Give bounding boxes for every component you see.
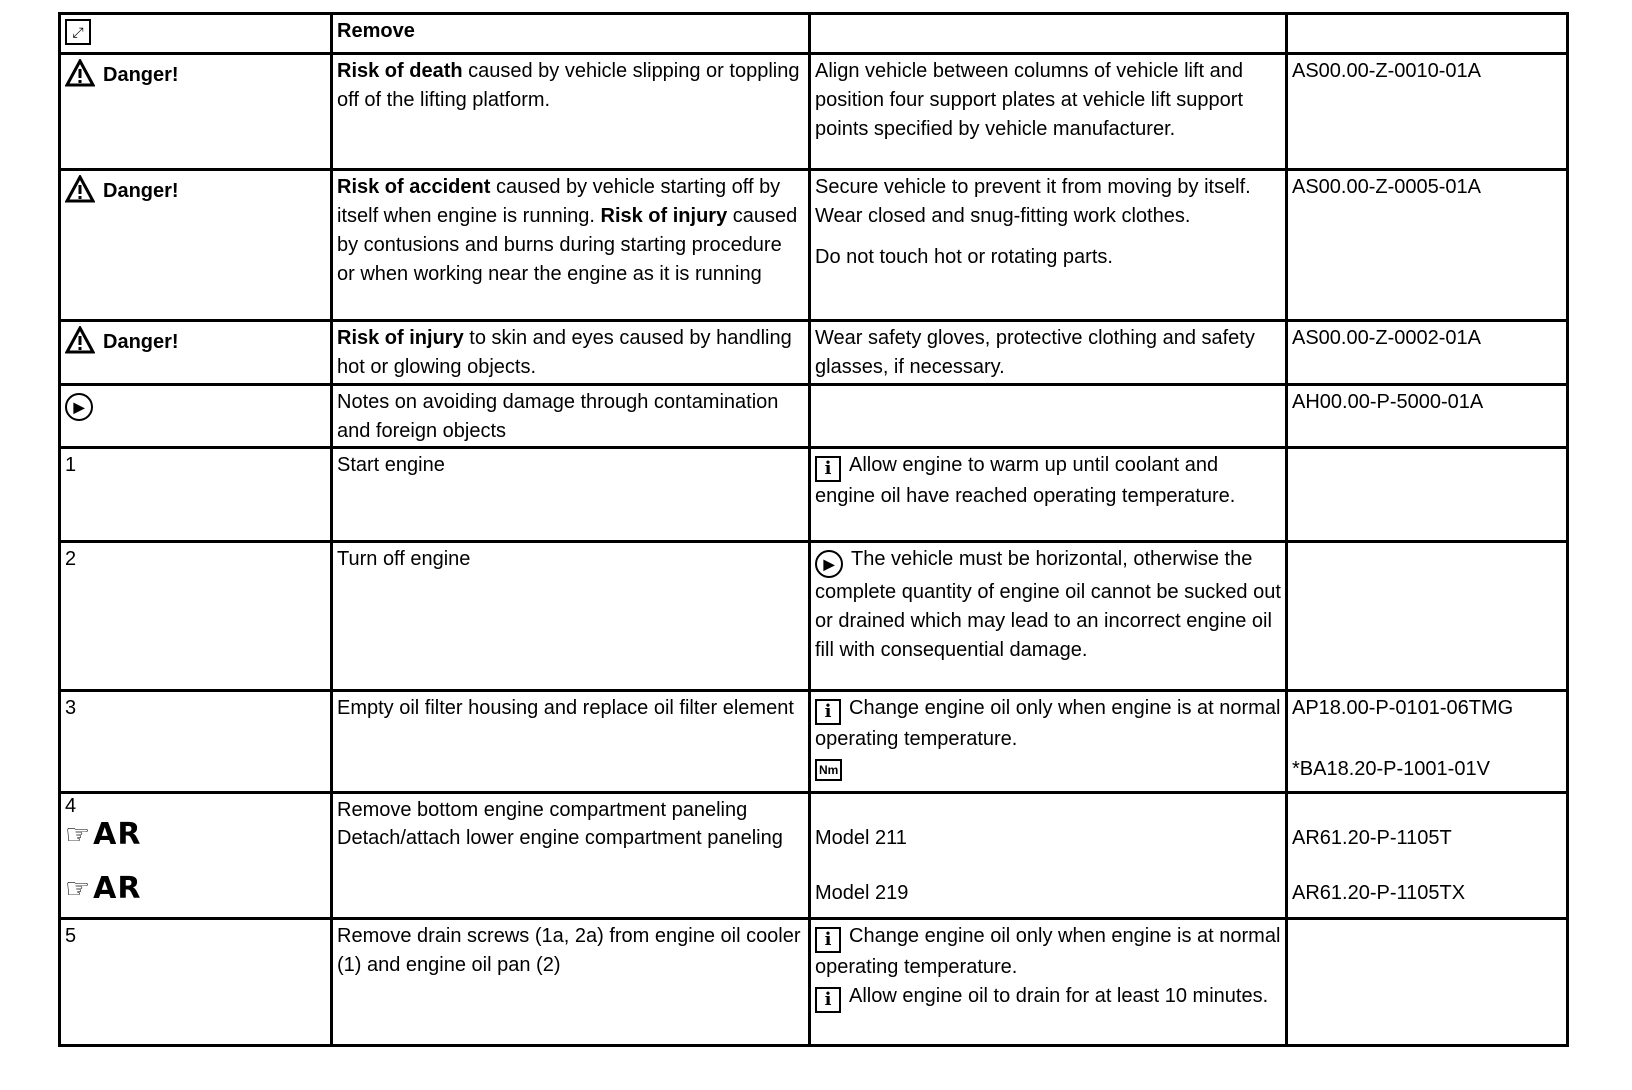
table-row: 1 Start engine i Allow engine to warm up until coolant and engine oil have reached operating temperature.	[60, 448, 1568, 542]
warning-triangle-icon	[65, 175, 95, 212]
pointing-hand-icon: ☞	[65, 818, 92, 851]
step-number: 2	[65, 548, 77, 570]
ar-reference-icon[interactable]: ☞AR	[65, 871, 142, 906]
caution-icon: ▶	[815, 550, 843, 578]
warning-triangle-icon	[65, 59, 95, 96]
danger-label: Danger!	[103, 64, 179, 86]
table-row: 4 ☞AR ☞AR Remove bottom engine compartment paneling Detach/attach lower engine compartment paneling Model 211 Model 219 AR61.20-P-1105T AR61.20-P-1105TX	[60, 793, 1568, 919]
danger-label: Danger!	[103, 180, 179, 202]
reference-link[interactable]: AR61.20-P-1105TX	[1292, 882, 1466, 904]
reference-link[interactable]: AS00.00-Z-0002-01A	[1292, 327, 1482, 349]
step-number: 4	[65, 795, 77, 817]
table-row: 5 Remove drain screws (1a, 2a) from engine oil cooler (1) and engine oil pan (2) i Change engine oil only when engine is at normal operating temperature. i Allow engine oil to drain for at least 10 minutes.	[60, 919, 1568, 1046]
caution-icon: ▶	[65, 393, 93, 421]
torque-nm-icon[interactable]: Nm	[815, 759, 842, 781]
step-number: 1	[65, 454, 77, 476]
info-icon: i	[815, 699, 841, 725]
ar-reference-icon[interactable]: ☞AR	[65, 817, 142, 852]
table-row: Danger! Risk of accident caused by vehicle starting off by itself when engine is running. Risk of injury caused by contusions and burns during starting procedure or when working near the engine as it is running Secure vehicle to prevent it from moving by itself. Wear closed and snug-fitting work clothes. Do not touch hot or rotating parts. AS00.00-Z-0005-01A	[60, 170, 1568, 321]
table-row: 2 Turn off engine ▶ The vehicle must be horizontal, otherwise the complete quantity of engine oil cannot be sucked out or drained which may lead to an incorrect engine oil fill with consequential damage.	[60, 542, 1568, 691]
table-row: Danger! Risk of injury to skin and eyes caused by handling hot or glowing objects. Wear safety gloves, protective clothing and safety glasses, if necessary. AS00.00-Z-0002-01A	[60, 321, 1568, 385]
reference-link[interactable]: AS00.00-Z-0005-01A	[1292, 176, 1482, 198]
info-icon: i	[815, 987, 841, 1013]
danger-label: Danger!	[103, 331, 179, 353]
table-row: 3 Empty oil filter housing and replace oil filter element i Change engine oil only when engine is at normal operating temperature. Nm AP18.00-P-0101-06TMG *BA18.20-P-1001-01V	[60, 691, 1568, 793]
reference-link[interactable]: AR61.20-P-1105T	[1292, 827, 1452, 849]
reference-link[interactable]: *BA18.20-P-1001-01V	[1292, 758, 1490, 780]
info-icon: i	[815, 927, 841, 953]
cell-title	[332, 14, 810, 54]
procedure-table	[58, 12, 1569, 1047]
step-number: 3	[65, 697, 77, 719]
reference-link[interactable]: AP18.00-P-0101-06TMG	[1292, 697, 1514, 719]
info-icon: i	[815, 456, 841, 482]
reference-link[interactable]: AS00.00-Z-0010-01A	[1292, 60, 1482, 82]
expand-icon[interactable]: ⤢	[65, 19, 91, 45]
reference-link[interactable]: AH00.00-P-5000-01A	[1292, 391, 1484, 413]
step-number: 5	[65, 925, 77, 947]
table-row-header	[60, 14, 1568, 54]
pointing-hand-icon: ☞	[65, 872, 92, 905]
warning-triangle-icon	[65, 326, 95, 363]
section-title: Remove	[337, 20, 415, 42]
table-row: ▶ Notes on avoiding damage through contamination and foreign objects AH00.00-P-5000-01A	[60, 385, 1568, 448]
table-row: Danger! Risk of death caused by vehicle slipping or toppling off of the lifting platform. Align vehicle between columns of vehicle lift and position four support plates at vehicle lift support points specified by vehicle manufacturer. AS00.00-Z-0010-01A	[60, 54, 1568, 170]
cell-icon	[60, 14, 332, 54]
